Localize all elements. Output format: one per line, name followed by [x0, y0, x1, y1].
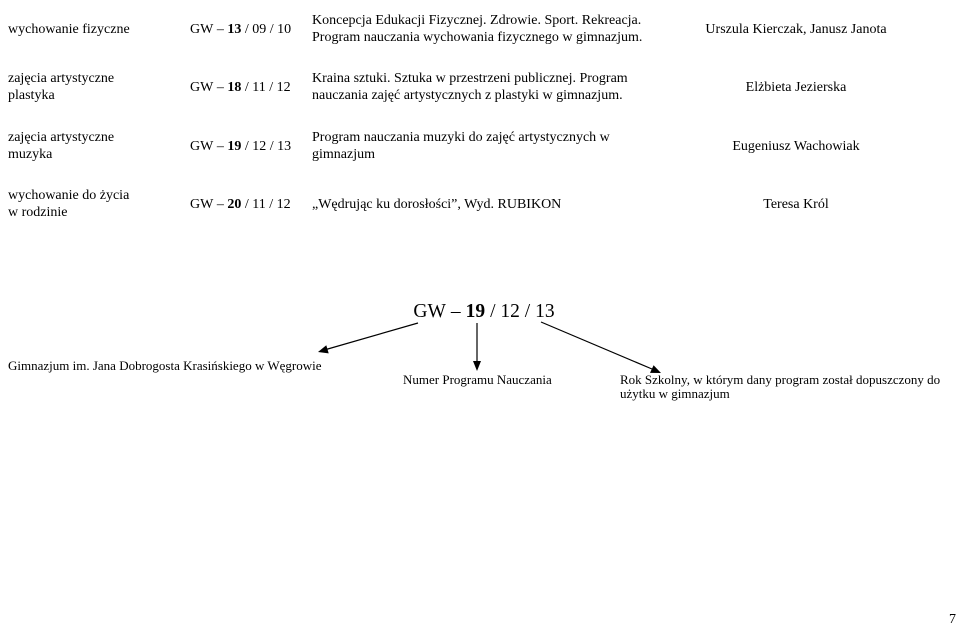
- legend-arrows: [300, 315, 680, 380]
- arrow-to-program-number: [473, 323, 481, 371]
- code-number: 13: [227, 21, 242, 37]
- authors-text: Elżbieta Jezierska: [745, 79, 847, 95]
- program-row: [0, 58, 960, 116]
- code-dash: –: [216, 138, 224, 154]
- school-year-label: [620, 373, 940, 401]
- code-dash: –: [216, 196, 224, 212]
- program-authors: [660, 0, 932, 58]
- subject-cell: [8, 58, 178, 116]
- arrow-to-school-year: [541, 322, 661, 373]
- code-number: 20: [227, 196, 242, 212]
- program-authors: [660, 117, 932, 175]
- code-prefix: GW: [190, 21, 214, 37]
- subject-line: zajęcia artystyczne: [8, 130, 115, 145]
- program-title: [312, 175, 652, 233]
- title-line: Koncepcja Edukacji Fizycznej. Zdrowie. Sport. Rekreacja.: [312, 13, 642, 28]
- subject-line: wychowanie fizyczne: [8, 21, 130, 37]
- program-row: [0, 0, 960, 58]
- subject-line: plastyka: [8, 88, 55, 103]
- code-number: 18: [227, 79, 242, 95]
- program-code: [190, 0, 305, 58]
- program-code: [190, 58, 305, 116]
- program-row: [0, 175, 960, 233]
- program-authors: [660, 58, 932, 116]
- code-rest: / 11 / 12: [244, 196, 291, 212]
- program-number-label: Numer Programu Nauczania: [403, 372, 552, 387]
- program-row: [0, 117, 960, 175]
- code-number: 19: [465, 301, 486, 322]
- program-title: [312, 0, 652, 58]
- code-prefix: GW: [190, 138, 214, 154]
- program-title: [312, 58, 652, 116]
- code-rest: / 11 / 12: [244, 79, 291, 95]
- page-number: 7: [949, 612, 956, 627]
- program-title: [312, 117, 652, 175]
- subject-cell: [8, 175, 178, 233]
- code-dash: –: [216, 79, 224, 95]
- code-rest: / 12 / 13: [490, 301, 555, 322]
- title-line: Program nauczania wychowania fizycznego w gimnazjum.: [312, 30, 643, 45]
- code-dash: –: [216, 21, 224, 37]
- subject-cell: [8, 117, 178, 175]
- code-number: 19: [227, 138, 242, 154]
- program-code: [190, 117, 305, 175]
- school-year-line: Rok Szkolny, w którym dany program został dopuszczony do: [620, 372, 941, 387]
- subject-line: zajęcia artystyczne: [8, 71, 115, 86]
- code-dash: –: [450, 301, 461, 322]
- title-line: gimnazjum: [312, 147, 375, 162]
- authors-text: Urszula Kierczak, Janusz Janota: [705, 21, 887, 37]
- program-code: [190, 175, 305, 233]
- code-prefix: GW: [190, 196, 214, 212]
- school-label: Gimnazjum im. Jana Dobrogosta Krasińskiego w Węgrowie: [8, 358, 322, 373]
- subject-line: w rodzinie: [8, 205, 68, 220]
- program-authors: [660, 175, 932, 233]
- title-line: Kraina sztuki. Sztuka w przestrzeni publicznej. Program: [312, 71, 628, 86]
- subject-line: muzyka: [8, 147, 53, 162]
- subject-line: wychowanie do życia: [8, 188, 130, 203]
- code-prefix: GW: [413, 301, 446, 322]
- title-line: „Wędrując ku dorosłości”, Wyd. RUBIKON: [312, 196, 562, 212]
- authors-text: Eugeniusz Wachowiak: [732, 138, 860, 154]
- subject-cell: [8, 0, 178, 58]
- authors-text: Teresa Król: [763, 196, 829, 212]
- code-rest: / 09 / 10: [244, 21, 292, 37]
- title-line: nauczania zajęć artystycznych z plastyki w gimnazjum.: [312, 88, 623, 103]
- title-line: Program nauczania muzyki do zajęć artystycznych w: [312, 130, 610, 145]
- code-prefix: GW: [190, 79, 214, 95]
- code-rest: / 12 / 13: [244, 138, 292, 154]
- school-year-line: użytku w gimnazjum: [620, 386, 730, 401]
- arrow-to-school: [318, 323, 418, 353]
